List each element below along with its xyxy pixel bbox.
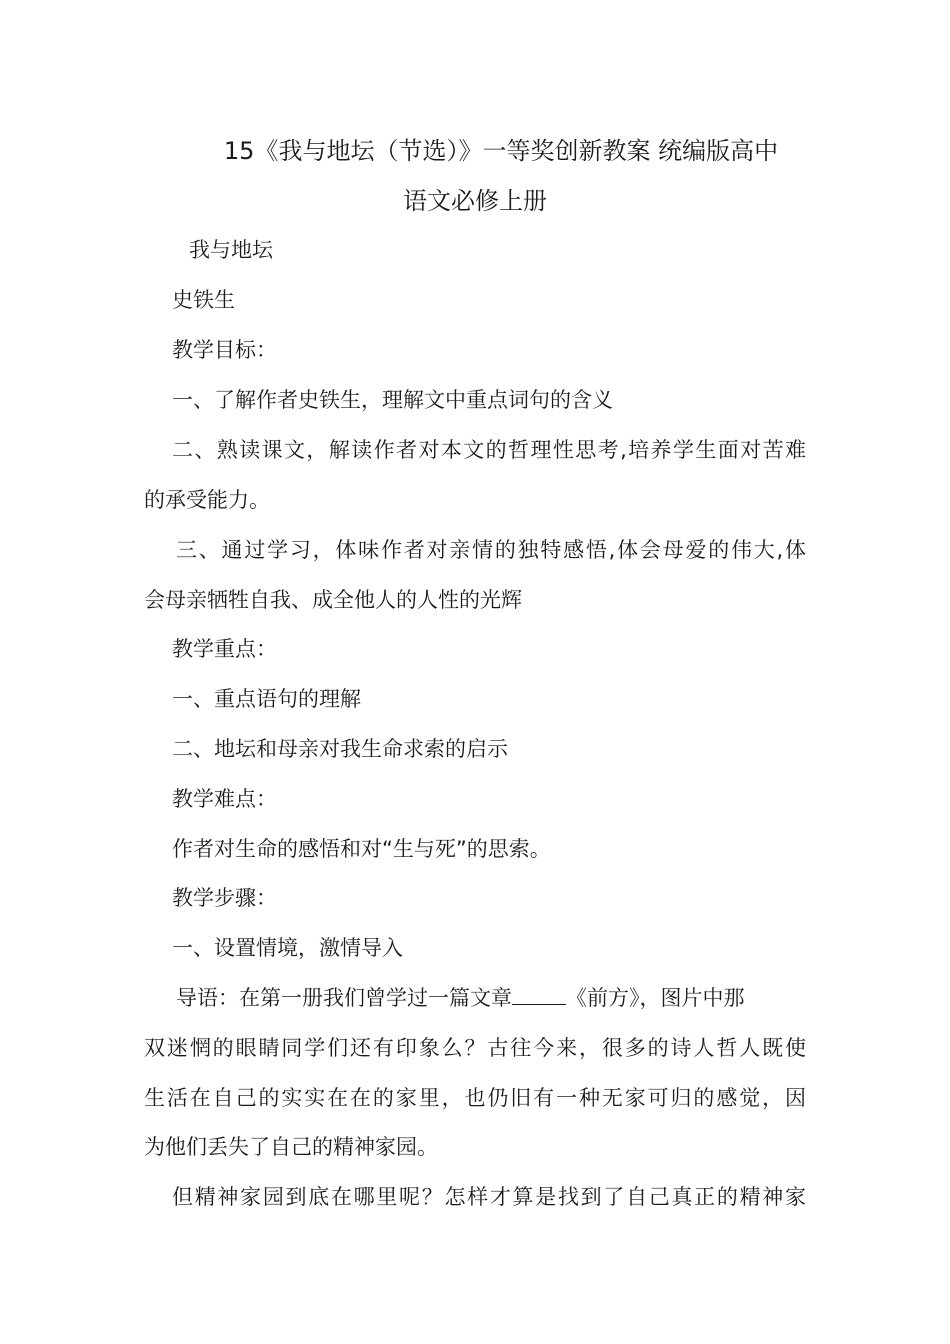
paragraph-2-line-1: 但精神家园到底在哪里呢？怎样才算是找到了自己真正的精神家 <box>172 1185 806 1209</box>
document-title-line-1: 15《我与地坛（节选）》一等奖创新教案 统编版高中 <box>223 137 779 165</box>
objective-item-2-line-2: 的承受能力。 <box>144 488 270 512</box>
step-item-1: 一、设置情境，激情导入 <box>172 936 403 960</box>
key-point-item-2: 二、地坛和母亲对我生命求索的启示 <box>172 737 508 761</box>
steps-heading: 教学步骤： <box>172 886 277 910</box>
author-name: 史铁生 <box>172 288 235 312</box>
difficulty-item-1: 作者对生命的感悟和对“生与死”的思索。 <box>172 837 551 861</box>
intro-text-part-2: 《前方》，图片中那 <box>566 986 745 1010</box>
text-title: 我与地坛 <box>189 238 273 262</box>
objective-item-3-line-1: 三、通过学习，体味作者对亲情的独特感悟,体会母爱的伟大,体 <box>176 538 806 562</box>
intro-line-2: 双迷惘的眼睛同学们还有印象么？古往今来，很多的诗人哲人既使 <box>144 1036 806 1060</box>
intro-line-1 <box>176 984 745 1012</box>
intro-line-3: 生活在自己的实实在在的家里，也仍旧有一种无家可归的感觉，因 <box>144 1086 806 1110</box>
intro-line-4: 为他们丢失了自己的精神家园。 <box>144 1135 438 1159</box>
document-title-line-2: 语文必修上册 <box>403 187 547 215</box>
key-point-item-1: 一、重点语句的理解 <box>172 687 361 711</box>
difficulties-heading: 教学难点： <box>172 787 277 811</box>
intro-text-part-1: 导语：在第一册我们曾学过一篇文章 <box>176 986 512 1010</box>
fill-in-blank <box>512 984 566 1005</box>
objective-item-1: 一、了解作者史铁生，理解文中重点词句的含义 <box>172 388 613 412</box>
objective-item-2-line-1: 二、熟读课文，解读作者对本文的哲理性思考,培养学生面对苦难 <box>172 438 806 462</box>
objective-item-3-line-2: 会母亲牺牲自我、成全他人的人性的光辉 <box>144 588 522 612</box>
key-points-heading: 教学重点： <box>172 637 277 661</box>
objectives-heading: 教学目标： <box>172 338 277 362</box>
